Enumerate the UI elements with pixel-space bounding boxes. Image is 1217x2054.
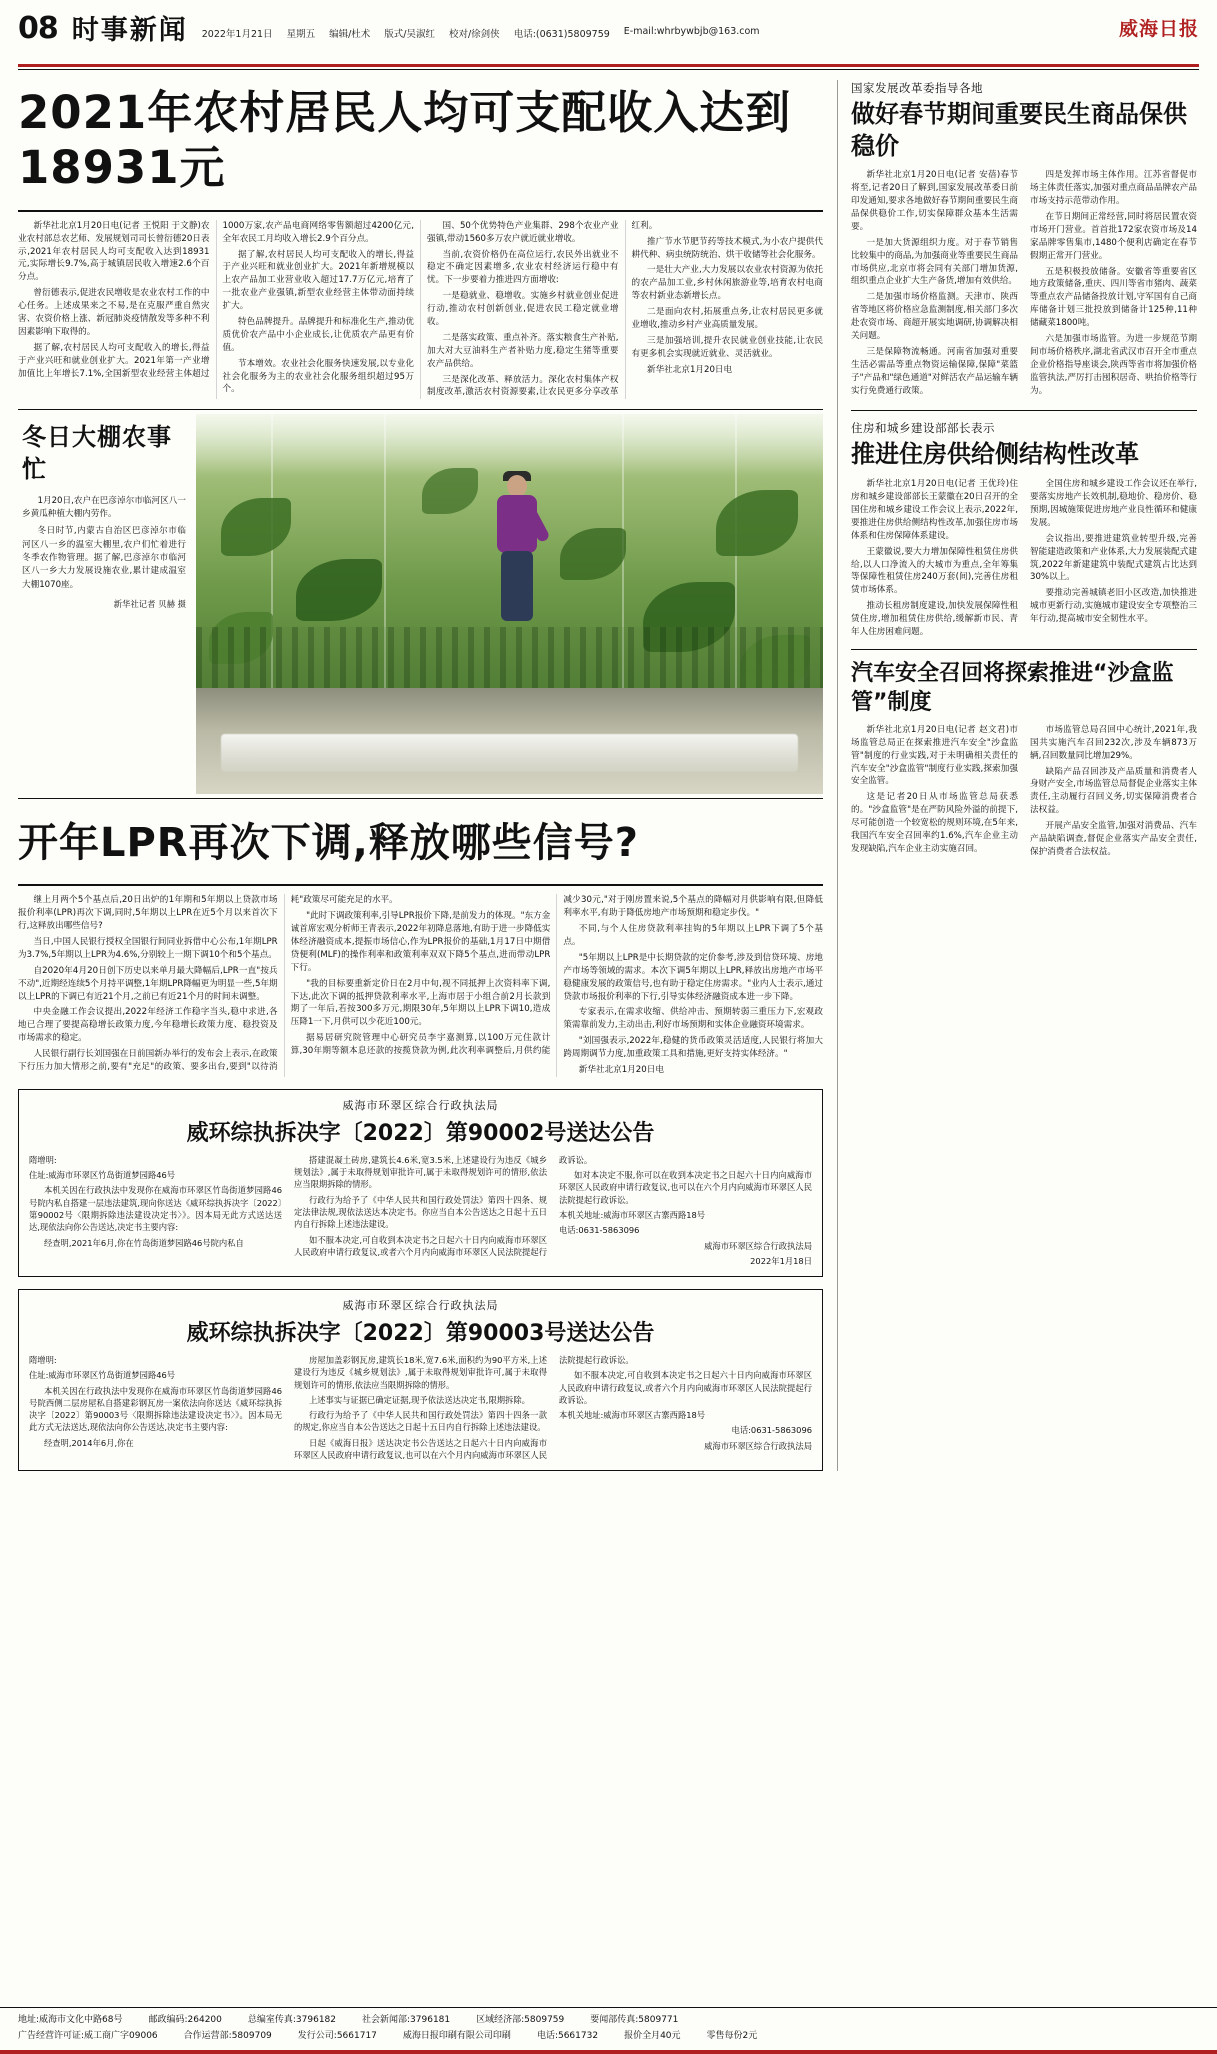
- paragraph: 如不服本决定,可自收到本决定书之日起六十日内向威海市环翠区人民政府申请行政复议,或者六个月内向威海市环翠区人民法院提起行政诉讼。: [559, 1370, 812, 1405]
- paragraph: 电话:0631-5863096: [559, 1225, 640, 1236]
- feature-body: [22, 495, 186, 592]
- divider: [851, 410, 1197, 411]
- footer-regional-desk: 区域经济部:5809759: [476, 2015, 565, 2026]
- masthead: [0, 0, 1217, 62]
- divider: [851, 649, 1197, 650]
- paragraph: "我的目标要重新定价日在2月中旬,视不同抵押上次资料率下调,下达,此次下调的抵押贷款利率水平,上海市居于小组合前2月长款到期了一年后,若按300多万元,期限30年,5年期以上LPR下调10,造成压降1一下,月供可以少花近100元。: [290, 978, 551, 1028]
- lead-article-body: [18, 220, 823, 400]
- lpr-headline: 开年LPR再次下调,释放哪些信号?: [18, 820, 640, 867]
- paragraph: "此时下调政策利率,引导LPR报价下降,是前发力的体现。"东方金诚首席宏观分析师王青表示,2022年初降息落地,有助于进一步降低实体经济融资成本,提振市场信心,作为LPR报价的基础,1月17日中期借贷便利(MLF)的操作利率和政策利率双双下降5个基点,进而带动LPR下行。: [290, 911, 551, 973]
- paragraph: 新华社北京1月20日电(记者 王优玲)住房和城乡建设部部长王蒙徽在20日召开的全国住房和城乡建设工作会议上表示,2022年,要推进住房供给侧结构性改革,加强住房市场体系和住房保障体系建设。: [851, 479, 1018, 541]
- paragraph: 不同,与个人住房贷款利率挂钩的5年期以上LPR下调了5个基点。: [563, 924, 823, 948]
- paragraph: 三是保障物流畅通。河南省加强对重要生活必需品等重点物资运输保障,保障"菜篮子"产品和"绿色通道"对鲜活农产品运输车辆实行免费通行政策。: [851, 346, 1018, 396]
- paragraph: 六是加强市场监管。为进一步规范节期间市场价格秩序,湖北省武汉市召开全市重点企业价格指导座谈会,陕西等省市将加强价格监管执法,严厉打击囤积居奇、哄抬价格等行为。: [1030, 334, 1197, 396]
- paragraph: 据易居研究院管理中心研究员李宇嘉测算,以100万元住款计算,30年期等额本息还款的按揽贷款为例,此次利率调整后,月供约能减少30元,"对于刚房置来说,5个基点的降幅对月供影响有限,但降低利率水平,有助于降低房地产市场预期和稳定步伐。": [290, 895, 823, 1057]
- paragraph: 五是积极投放储备。安徽省等重要省区地方政策储备,重庆、四川等省市猪肉、蔬菜等重点农产品储备投放计划,守军国有自己商库储备计划三批投放到储备计125种,11种储藏菜1800吨。: [1030, 266, 1197, 329]
- article-headline: 汽车安全召回将探索推进“沙盒监管”制度: [851, 660, 1174, 715]
- notice-signature: 电话:0631-5863096: [731, 1425, 812, 1436]
- paragraph: 中央金融工作会议提出,2022年经济工作稳字当头,稳中求进,各地已合理了要提高稳增长政策力度,今年稳增长政策力度、稳投资及市场需求的稳定。: [18, 1007, 278, 1044]
- paragraph: 据了解,农村居民人均可支配收入的增长,得益于产业兴旺和就业创业扩大。2021年第一产业增加值比上年增长7.1%,全国新型农业经营主体超过1000万家,农产品电商网络零售额超过4200亿元,全年农民工月均收入增长2.9个百分点。: [18, 220, 414, 379]
- paragraph: 推动长租房制度建设,加快发展保障性租赁住房,增加租赁住房供给,缓解新市民、青年人住房困难问题。: [851, 601, 1018, 637]
- paragraph: 经查明,2014年6月,你在: [43, 1437, 134, 1448]
- paragraph: 会议指出,要推进建筑业转型升级,完善智能建造政策和产业体系,大力发展装配式建筑,2022年新建建筑中装配式建筑占比达到30%以上。: [1030, 533, 1197, 583]
- meta-phone: 电话:(0631)5809759: [513, 29, 610, 40]
- notice-box-90002: [18, 1089, 823, 1277]
- paragraph: 房屋加盖彩钢瓦房,建筑长18米,宽7.6米,面积约为90平方米,上述建设行为违反《城乡规划法》,属于未取得规划审批许可,属于未取得规划许可的情形,依法应当限期拆除的情形。: [294, 1355, 547, 1390]
- paragraph: 王蒙徽说,要大力增加保障性租赁住房供给,以人口净流入的大城市为重点,全年筹集等保障性租赁住房240万套(间),完善住房租赁市场体系。: [851, 546, 1018, 596]
- paragraph: 要推动完善城镇老旧小区改造,加快推进城市更新行动,实施城市建设安全专项整治三年行动,提高城市安全韧性水平。: [1030, 588, 1197, 625]
- article-body: [851, 724, 1197, 860]
- paragraph: 行政行为给予了《中华人民共和国行政处罚法》第四十四条一款的规定,你应当自本公告送达之日起十五日内自行拆除上述违法建设。: [294, 1410, 547, 1433]
- page-number: 08: [18, 11, 58, 46]
- article-headline: 推进住房供给侧结构性改革: [851, 440, 1139, 469]
- lead-headline: 2021年农村居民人均可支配收入达到18931元: [18, 86, 792, 194]
- paragraph: "刘国强表示,2022年,稳健的货币政策灵活适度,人民银行将加大跨周期调节力度,加重政策工具和措施,更好支持实体经济。": [563, 1036, 823, 1060]
- paragraph: 冬日时节,内蒙古自治区巴彦淖尔市临河区八一乡的温室大棚里,农户们忙着进行冬季农作物管理。据了解,巴彦淖尔市临河区八一乡大力发展设施农业,累计建成温室大棚1070座。: [22, 526, 186, 590]
- page-body: [0, 70, 1217, 1471]
- article-body: [851, 169, 1197, 400]
- notice-box-90003: [18, 1289, 823, 1471]
- masthead-meta: [202, 26, 1105, 44]
- paragraph: 住址:威海市环翠区竹岛街道梦园路46号: [29, 1370, 176, 1381]
- paragraph: 如不服本决定,可自收到本决定书之日起六十日内向威海市环翠区人民政府申请行政复议,或者六个月内向威海市环翠区人民法院提起行政诉讼。: [294, 1154, 593, 1257]
- notice-date: 威海市环翠区综合行政执法局: [704, 1440, 812, 1451]
- notice-org: 威海市环翠区综合行政执法局: [342, 1098, 499, 1112]
- footer-row-2: [18, 2029, 1199, 2044]
- paragraph: 二是加强市场价格监测。天津市、陕西省等地区将价格应急监测制度,相关部门多次赴农资市场、商超开展实地调研,协调解决相关问题。: [851, 292, 1018, 342]
- paragraph: "5年期以上LPR是中长期贷款的定价参考,涉及到信贷环境、房地产市场等领域的需求。本次下调5年期以上LPR,释放出房地产市场平稳健康发展的政策信号,也有助于稳定住房需求。"业内人士表示,通过贷款市场报价利率的下行,引导实体经济融资成本进一步下降。: [563, 952, 823, 1002]
- section-title: 时事新闻: [71, 15, 188, 46]
- footer-coop-dept: 合作运营部:5809709: [183, 2030, 272, 2041]
- paragraph: 新华社北京1月20日电(记者 安蓓)春节将至,记者20日了解到,国家发展改革委日前印发通知,要求各地做好春节期间重要民生商品保供稳价工作,切实保障群众基本生活需要。: [851, 170, 1018, 232]
- paragraph: 四是发挥市场主体作用。江苏省督促市场主体责任落实,加强对重点商品品牌农产品市场支持示范带动作用。: [1030, 170, 1197, 207]
- paragraph: 特色品牌提升。品牌提升和标准化生产,推动优质优价农产品中小企业成长,让优质农产品更有价值。: [222, 317, 414, 353]
- footer-ad-license: 广告经营许可证:威工商广字09006: [18, 2030, 158, 2041]
- paragraph: 新华社北京1月20日电: [578, 1065, 664, 1076]
- photo-credit: 新华社记者 贝赫 摄: [113, 598, 186, 609]
- meta-editor: 编辑/杜术: [329, 29, 371, 40]
- footer-news-fax: 要闻部传真:5809771: [590, 2015, 679, 2026]
- paragraph: 市场监管总局召回中心统计,2021年,我国共实施汽车召回232次,涉及车辆873万辆,召回数量同比增加29%。: [1030, 724, 1197, 761]
- lpr-article-body: [18, 894, 823, 1077]
- paragraph: 一是稳就业、稳增收。实施乡村就业创业促进行动,推动农村创新创业,促进农民工稳定就业增收。: [427, 291, 619, 328]
- paragraph: 二是落实政策、重点补齐。落实粮食生产补贴,加大对大豆油料生产者补贴力度,稳定生猪等重要农产品供给。: [427, 332, 619, 369]
- paragraph: 本机关地址:威海市环翠区古寨西路18号: [559, 1210, 706, 1220]
- paragraph: 人民银行副行长刘国强在日前国新办举行的发布会上表示,在政策下行压力加大情形之前,要有"充足"的政策、要多出台,要到"以待消耗"政策尽可能充足的水平。: [18, 895, 398, 1073]
- footer-editor-fax: 总编室传真:3796182: [247, 2015, 337, 2026]
- article-baozhen: [851, 80, 1197, 400]
- meta-email: E-mail:whrbywbjb@163.com: [623, 26, 760, 37]
- paragraph: 三是深化改革、释放活力。深化农村集体产权制度改革,激活农村资源要素,让农民更多分享改革红利。: [427, 220, 658, 398]
- meta-layout: 版式/吴淑红: [384, 29, 435, 40]
- footer-row-1: [18, 2013, 1199, 2028]
- article-headline: 做好春节期间重要民生商品保供稳价: [851, 100, 1187, 160]
- paragraph: 搭建混凝土砖房,建筑长4.6米,宽3.5米,上述建设行为违反《城乡规划法》,属于未取得规划审批许可,属于未取得规划许可的情形,依法应当限期拆除的情形。: [294, 1154, 547, 1190]
- paragraph: 自2020年4月20日创下历史以来单月最大降幅后,LPR一直"按兵不动",近期经连续5个月持平调整,1年期LPR降幅更为明显一些,5年期以上LPR的下调已有近21个月,之前已有近21个月的时间未调整。: [18, 965, 278, 1002]
- paragraph: 经查明,2021年6月,你在竹岛街道梦园路46号院内私自: [43, 1237, 244, 1248]
- footer-printer: 威海日报印刷有限公司印刷: [402, 2030, 511, 2041]
- paragraph: 继上月两个5个基点后,20日出炉的1年期和5年期以上贷款市场报价利率(LPR)再次下调,同时,5年期以上LPR在近5个月以来首次下行,这释放出哪些信号?: [18, 895, 278, 932]
- paragraph: 本机关因在行政执法中发现你在威海市环翠区竹岛街道梦园路46号院内私自搭建一层违法建筑,现向你送达《威环综执拆决字〔2022〕第90002号〈限期拆除违法建设决定书〉》。因本局无此方式送达送达,现依法向你公告送达,决定书主要内容:: [29, 1185, 282, 1233]
- paragraph: 国、50个优势特色产业集群、298个农业产业强镇,带动1560多万农户就近就业增收。: [427, 220, 619, 244]
- divider: [18, 210, 823, 212]
- paragraph: 当日,中国人民银行授权全国银行间同业拆借中心公布,1年期LPR为3.7%,5年期以上LPR为4.6%,分别较上一期下调10个和5个基点。: [18, 937, 278, 960]
- paragraph: 新华社北京1月20日电(记者 王悦阳 于文静)农业农村部总农艺师、发展规划司司长曾衍德20日表示,2021年农村居民人均可支配收入达到18931元,实际增长9.7%,高于城镇居民收入增速2.6个百分点。: [18, 220, 210, 283]
- paragraph: 三是加强培训,提升农民就业创业技能,让农民有更多机会实现就近就业、灵活就业。: [631, 335, 823, 359]
- article-kicker: 住房和城乡建设部部长表示: [851, 421, 995, 436]
- paragraph: 据了解,农村居民人均可支配收入的增长,得益于产业兴旺和就业创业扩大。2021年新增规模以上农产品加工业营业收入超过17.7万亿元,培育了一批农业产业强镇,新型农业经营主体带动面持续扩大。: [222, 249, 414, 312]
- paragraph: 隋增明:: [29, 1154, 57, 1165]
- paragraph: 新华社北京1月20日电(记者 赵文君)市场监管总局正在探索推进汽车安全"沙盒监管"制度的行业实践,对于未明确相关责任的汽车安全"沙盒监管"制度行业实践,探索加强安全监管。: [851, 724, 1018, 787]
- notice-title: 威环综执拆决字〔2022〕第90003号送达公告: [186, 1321, 655, 1347]
- notice-org: 威海市环翠区综合行政执法局: [342, 1299, 499, 1313]
- meta-weekday: 星期五: [286, 29, 316, 40]
- footer-monthly-price: 报价全月40元: [624, 2030, 681, 2041]
- meta-proofreader: 校对/徐剑侠: [448, 29, 500, 40]
- paragraph: 这是记者20日从市场监管总局获悉的。"沙盒监管"是在严防风险外溢的前提下,尽可能创造一个较宽松的规则环境,在5年来,我国汽车安全召回率约1.6%,汽车企业主动发现缺陷,汽车企业主动实施召回。: [851, 792, 1018, 854]
- left-column: [18, 80, 823, 1471]
- paragraph: 本机关因在行政执法中发现你在威海市环翠区竹岛街道梦园路46号院西侧二层房屋私自搭建彩钢瓦房一案依法向你送达《威环综执拆决字〔2022〕第90003号〈限期拆除违法建设决定书〉》。因本局无此方式无法送达,现依法向你公告送达,决定书主要内容:: [29, 1385, 282, 1433]
- footer-address: 地址:威海市文化中路68号: [18, 2015, 123, 2026]
- feature-text: [18, 410, 196, 798]
- article-housing: [851, 420, 1197, 638]
- article-kicker: 国家发展改革委指导各地: [851, 81, 983, 95]
- paragraph: 曾衍德表示,促进农民增收是农业农村工作的中心任务。上述成果来之不易,是在克服严重自然灾害、农资价格上涨、新冠肺炎疫情散发等多种不利因素影响下取得的。: [18, 288, 210, 337]
- divider: [18, 884, 823, 886]
- paragraph: 1月20日,农户在巴彦淖尔市临河区八一乡黄瓜种植大棚内劳作。: [22, 495, 186, 520]
- feature-photo-block: [18, 409, 823, 799]
- footer-phone: 电话:5661732: [536, 2030, 599, 2041]
- footer-red-bar: [0, 2050, 1217, 2054]
- paragraph: 日起《威海日报》送达决定书公告送达之日起六十日内向威海市环翠区人民政府申请行政复议,也可以在六个月内向威海市环翠区人民法院提起行政诉讼。: [294, 1355, 634, 1460]
- paragraph: 一是加大货源组织力度。对于春节销售比较集中的商品,为加强商业等重要民生商品市场供应,北京市将会同有关部门增加货源,组织重点企业扩大生产备货,增加有效供给。: [851, 237, 1018, 287]
- paragraph: 在节日期间正常经营,同时将居民置农资市场开门营业。首首批172家农资市场及14家品牌零售集市,1480个便利店确定在春节假期正常开门营业。: [1030, 212, 1197, 261]
- feature-title: 冬日大棚农事忙: [22, 423, 172, 483]
- article-body: [851, 478, 1197, 639]
- footer-single-price: 零售每份2元: [706, 2030, 758, 2041]
- paragraph: 如对本决定不服,你可以在收到本决定书之日起六十日内向威海市环翠区人民政府申请行政复议,也可以在六个月内向威海市环翠区人民法院提起行政诉讼。: [559, 1170, 812, 1205]
- masthead-red-rule: [18, 64, 1199, 67]
- right-column: [837, 80, 1197, 1471]
- paragraph: 隋增明:: [29, 1355, 57, 1366]
- notice-signature: 威海市环翠区综合行政执法局: [704, 1240, 812, 1251]
- newspaper-logo: 威海日报: [1118, 18, 1199, 40]
- paragraph: 当前,农资价格仍在高位运行,农民外出就业不稳定不确定因素增多,农业农村经济运行稳中有忧。下一步要着力推进四方面增收:: [427, 249, 619, 286]
- paragraph: 缺陷产品召回涉及产品质量和消费者人身财产安全,市场监管总局督促企业落实主体责任,主动履行召回义务,切实保障消费者合法权益。: [1030, 766, 1197, 816]
- notice-date: 2022年1月18日: [750, 1255, 812, 1266]
- notice-body: [29, 1154, 812, 1267]
- greenhouse-photo: [196, 414, 823, 794]
- paragraph: 一是壮大产业,大力发展以农业农村资源为依托的农产品加工业,乡村休闲旅游业等,培育农村电商等农村新业态新增长点。: [631, 265, 823, 302]
- paragraph: 新华社北京1月20日电: [646, 364, 733, 375]
- meta-date: 2022年1月21日: [201, 29, 273, 40]
- farmer-figure: [491, 475, 549, 625]
- page-footer: [0, 2007, 1217, 2054]
- paragraph: 本机关地址:威海市环翠区古寨西路18号: [559, 1410, 706, 1421]
- paragraph: 二是面向农村,拓展重点务,让农村居民更多就业增收,推动乡村产业高质量发展。: [631, 307, 823, 331]
- paragraph: 开展产品安全监管,加强对消费品、汽车产品缺陷调查,督促企业落实产品安全责任,保护消费者合法权益。: [1030, 821, 1197, 857]
- paragraph: 节本增效。农业社会化服务快速发展,以专业化社会化服务为主的农业社会化服务组织超过95万个。: [222, 358, 414, 395]
- footer-postcode: 邮政编码:264200: [148, 2015, 222, 2026]
- paragraph: 专家表示,在需求收缩、供给冲击、预期转弱三重压力下,宏观政策需靠前发力,主动出击,利好市场预期和实体企业融资环境需求。: [563, 1007, 823, 1031]
- paragraph: 推广节水节肥节药等技术模式,为小农户提供代耕代种、病虫统防统治、烘干收储等社会化服务。: [631, 236, 823, 260]
- paragraph: 行政行为给予了《中华人民共和国行政处罚法》第四十四条、规定法律法规,现依法送达本决定书。你应当自本公告送达之日起十五日内自行拆除上述违法建设。: [294, 1194, 547, 1230]
- paragraph: 全国住房和城乡建设工作会议还在举行,要落实房地产长效机制,稳地价、稳房价、稳预期,因城施策促进房地产业良性循环和健康发展。: [1030, 479, 1197, 528]
- notice-title: 威环综执拆决字〔2022〕第90002号送达公告: [186, 1120, 655, 1146]
- notice-body: [29, 1354, 812, 1461]
- paragraph: 上述事实与证据已确定证据,现予依法送达决定书,限期拆除。: [308, 1394, 530, 1405]
- paragraph: 住址:威海市环翠区竹岛街道梦园路46号: [29, 1170, 176, 1181]
- article-recall: [851, 659, 1197, 860]
- footer-distribution: 发行公司:5661717: [297, 2030, 377, 2041]
- footer-social-desk: 社会新闻部:3796181: [362, 2015, 451, 2026]
